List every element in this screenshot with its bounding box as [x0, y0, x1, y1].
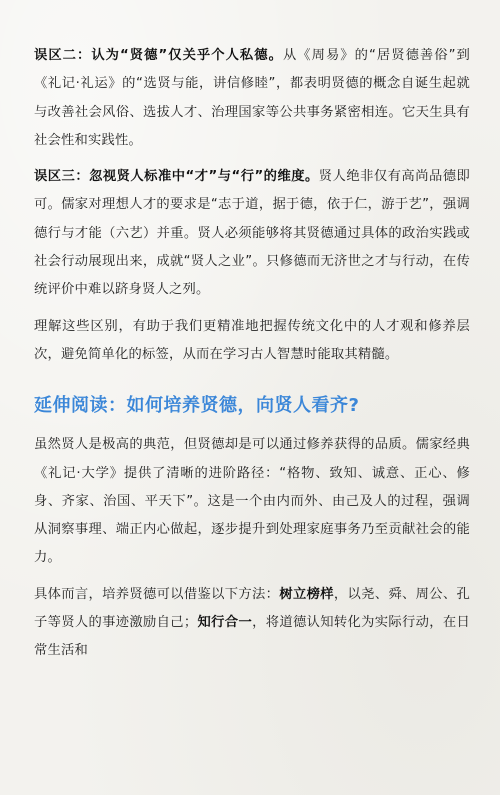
- cultivation-intro-paragraph: [34, 431, 470, 572]
- extended-reading-heading: 延伸阅读：如何培养贤德，向贤人看齐?: [34, 395, 360, 417]
- summary-text: 理解这些区别，有助于我们更精准地把握传统文化中的人才观和修养层次，避免简单化的标签，从而在学习古人智慧时能取其精髓。: [34, 318, 470, 362]
- cultivation-intro-text: 虽然贤人是极高的典范，但贤德却是可以通过修养获得的品质。儒家经典《礼记·大学》提供了清晰的进阶路径：“格物、致知、诚意、正心、修身、齐家、治国、平天下”。这是一个由内而外、由己及人的过程，强调从洞察事理、端正内心做起，逐步提升到处理家庭事务乃至贡献社会的能力。: [34, 437, 470, 566]
- misconception-three-paragraph: [34, 163, 470, 304]
- misconception-two-heading: 误区二：认为“贤德”仅关乎个人私德。: [34, 48, 283, 63]
- misconception-three-text: 贤人绝非仅有高尚品德即可。儒家对理想人才的要求是“志于道，据于德，依于仁，游于艺”，强调德行与才能（六艺）并重。贤人必须能够将其贤德通过具体的政治实践或社会行动展现出来，成就“贤人之业”。只修德而无济世之才与行动，在传统评价中难以跻身贤人之列。: [34, 169, 471, 298]
- methods-intro-text: 具体而言，培养贤德可以借鉴以下方法：: [34, 586, 280, 602]
- misconception-two-text: 从《周易》的“居贤德善俗”到《礼记·礼运》的“选贤与能，讲信修睦”，都表明贤德的概念自诞生起就与改善社会风俗、选拔人才、治理国家等公共事务紧密相连。它天生具有社会性和实践性。: [34, 48, 471, 148]
- method-role-model-label: 树立榜样: [279, 586, 334, 602]
- cultivation-methods-paragraph: [34, 581, 470, 666]
- misconception-two-paragraph: [34, 42, 470, 155]
- method-unity-label: 知行合一: [197, 615, 253, 631]
- method-role-model-text: ，以尧、舜、周公、孔子等贤人的事迹激励自己；: [34, 586, 470, 631]
- method-unity-text: ，将道德认知转化为实际行动，在日常生活和: [34, 615, 471, 659]
- misconception-three-heading: 误区三：忽视贤人标准中“才”与“行”的维度。: [34, 169, 319, 185]
- summary-paragraph: [34, 313, 470, 370]
